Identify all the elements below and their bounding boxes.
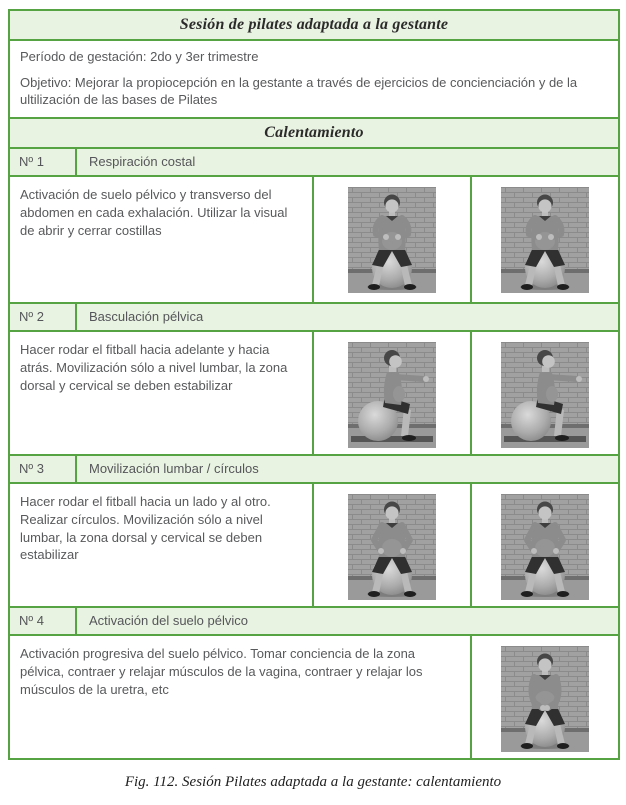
exercise-1-header-row — [9, 148, 619, 176]
exercise-photo — [348, 187, 436, 293]
gestation-period-text: Período de gestación: 2do y 3er trimestre — [20, 49, 259, 64]
exercise-2-description: Hacer rodar el fitball hacia adelante y hacia atrás. Movilización sólo a nivel lumbar, la zona dorsal y cervical se deben estabilizar — [9, 331, 313, 455]
exercise-2-body-row — [9, 331, 619, 455]
exercise-3-description: Hacer rodar el fitball hacia un lado y al otro. Realizar círculos. Movilización sólo a nivel lumbar, la zona dorsal y cervical se deben estabilizar — [9, 483, 313, 607]
table-title-row — [9, 10, 619, 40]
exercise-photo — [501, 342, 589, 448]
exercise-photo — [501, 187, 589, 293]
exercise-2-photo-cell-1 — [313, 331, 471, 455]
exercise-3-name: Movilización lumbar / círculos — [76, 455, 619, 483]
exercise-2-name: Basculación pélvica — [76, 303, 619, 331]
table-title: Sesión de pilates adaptada a la gestante — [9, 10, 619, 40]
exercise-2-header-row — [9, 303, 619, 331]
session-table — [8, 9, 620, 760]
exercise-4-number: Nº 4 — [9, 607, 76, 635]
exercise-2-photo-cell-2 — [471, 331, 619, 455]
section-title-row — [9, 118, 619, 148]
exercise-4-header-row — [9, 607, 619, 635]
exercise-4-description: Activación progresiva del suelo pélvico. Tomar conciencia de la zona pélvica, contraer y relajar músculos de la vagina, contraer y relajar los músculos de la uretra, etc — [9, 635, 471, 759]
exercise-2-number: Nº 2 — [9, 303, 76, 331]
exercise-3-photo-cell-1 — [313, 483, 471, 607]
info-cell — [9, 40, 619, 118]
exercise-4-name: Activación del suelo pélvico — [76, 607, 619, 635]
exercise-3-photo-cell-2 — [471, 483, 619, 607]
exercise-photo — [348, 342, 436, 448]
exercise-4-body-row — [9, 635, 619, 759]
section-title: Calentamiento — [9, 118, 619, 148]
exercise-1-body-row — [9, 176, 619, 303]
exercise-3-number: Nº 3 — [9, 455, 76, 483]
exercise-1-photo-cell-2 — [471, 176, 619, 303]
exercise-photo — [348, 494, 436, 600]
exercise-photo — [501, 646, 589, 752]
figure-caption: Fig. 112. Sesión Pilates adaptada a la gestante: calentamiento — [124, 773, 502, 790]
objective-text: Objetivo: Mejorar la propiocepción en la gestante a través de ejercicios de concienciación y de la ultilización de las bases de Pilates — [20, 74, 578, 107]
exercise-1-number: Nº 1 — [9, 148, 76, 176]
info-row — [9, 40, 619, 118]
exercise-1-description: Activación de suelo pélvico y transverso del abdomen en cada exhalación. Utilizar la visual de abrir y cerrar costillas — [9, 176, 313, 303]
exercise-3-body-row — [9, 483, 619, 607]
exercise-4-photo-cell-1 — [471, 635, 619, 759]
exercise-3-header-row — [9, 455, 619, 483]
exercise-1-photo-cell-1 — [313, 176, 471, 303]
exercise-photo — [501, 494, 589, 600]
exercise-1-name: Respiración costal — [76, 148, 619, 176]
